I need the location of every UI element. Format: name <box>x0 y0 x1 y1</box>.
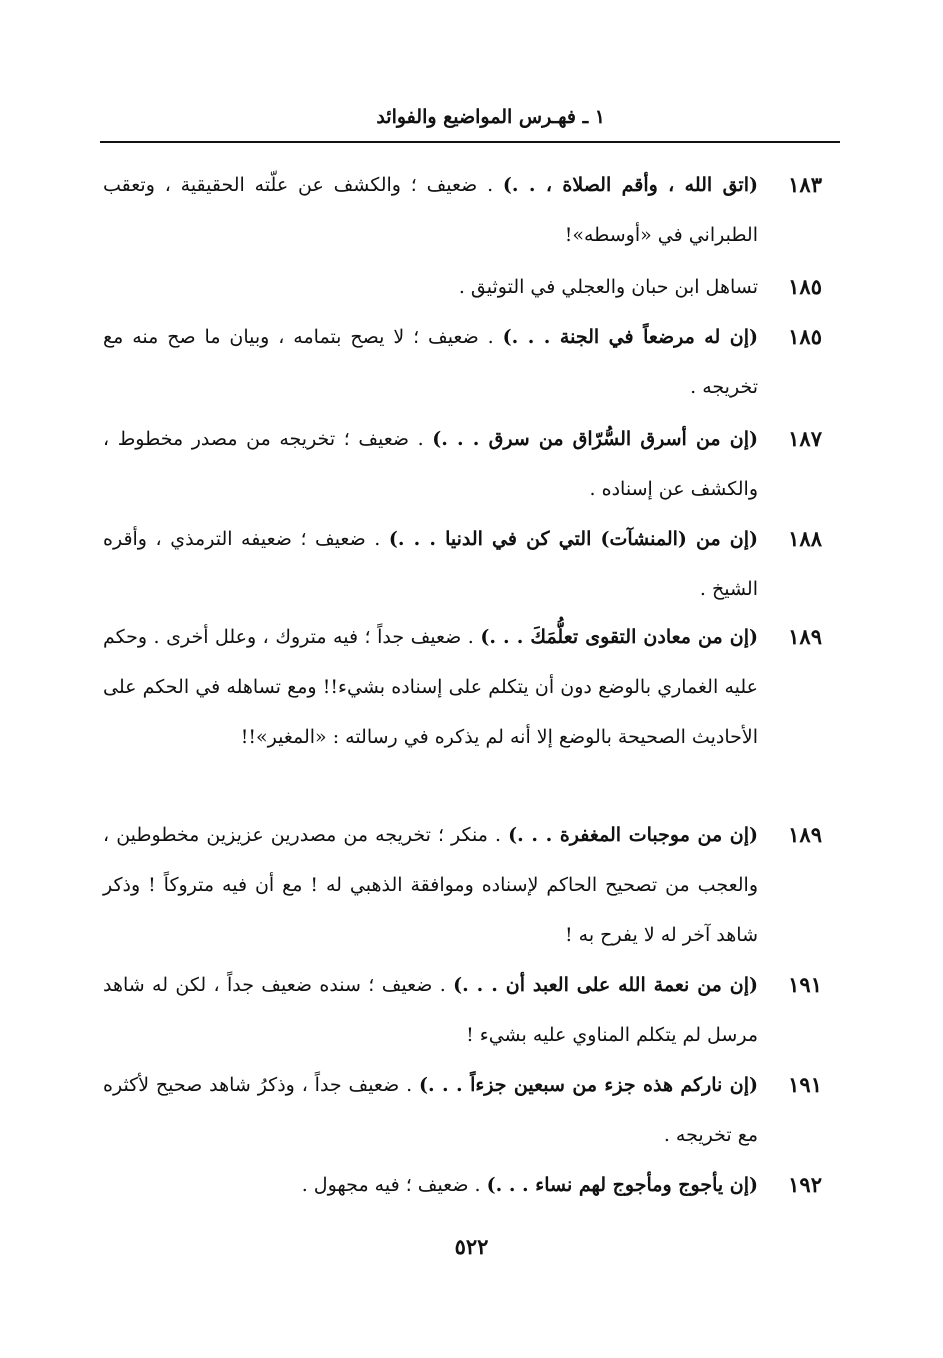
entry-page-number: ١٨٩ <box>788 624 822 649</box>
entry-text <box>103 312 758 412</box>
hadith-text: (إن يأجوج ومأجوج لهم نساء . . .) <box>486 1174 758 1196</box>
hadith-text: (اتق الله ، وأقم الصلاة ، . .) <box>502 174 758 196</box>
entry-comment: . ضعيف جداً ، وذكرُ شاهد صحيح لأكثره مع تخريجه . <box>103 1074 758 1146</box>
entry-comment: تساهل ابن حبان والعجلي في التوثيق . <box>458 276 758 298</box>
hadith-text: (إن من أسرق السُّرّاق من سرق . . .) <box>432 428 758 450</box>
entry-page-number: ١٨٩ <box>788 822 822 847</box>
entry-text <box>103 1160 758 1210</box>
entry-text <box>103 160 758 260</box>
hadith-text: (إن ناركم هذه جزء من سبعين جزءاً . . .) <box>418 1074 758 1096</box>
entry-comment: . ضعيف ؛ سنده ضعيف جداً ، لكن له شاهد مرسل لم يتكلم المناوي عليه بشيء ! <box>103 974 758 1046</box>
entry-text <box>103 262 758 312</box>
entry-text <box>103 514 758 614</box>
entry-comment: . ضعيف ؛ ضعيفه الترمذي ، وأقره الشيخ . <box>103 528 758 600</box>
entry-text <box>103 810 758 960</box>
entry-page-number: ١٨٨ <box>788 526 822 551</box>
entry-page-number: ١٨٧ <box>788 426 822 451</box>
entry-page-number: ١٩١ <box>788 972 822 997</box>
entry-text <box>103 612 758 762</box>
entry-comment: . ضعيف جداً ؛ فيه متروك ، وعلل أخرى . وحكم عليه الغماري بالوضع دون أن يتكلم على إسناده بشيء!! ومع تساهله في الحكم على الأحاديث الصحيحة بالوضع إلا أنه لم يذكره في رسالته : «المغير»!! <box>103 626 758 748</box>
hadith-text: (إن له مرضعاً في الجنة . . .) <box>502 326 758 348</box>
entry-page-number: ١٨٥ <box>788 274 822 299</box>
entry-text <box>103 414 758 514</box>
entry-page-number: ١٩٢ <box>788 1172 822 1197</box>
running-header-title: ١ ـ فهـرس المواضيع والفوائد <box>376 106 605 128</box>
entry-text <box>103 1060 758 1160</box>
entry-comment: . ضعيف ؛ فيه مجهول . <box>301 1174 487 1196</box>
hadith-text: (إن من معادن التقوى تعلُّمَكَ . . .) <box>480 626 758 648</box>
hadith-text: (إن من نعمة الله على العبد أن . . .) <box>453 974 758 996</box>
entry-text <box>103 960 758 1060</box>
entry-comment: . ضعيف ؛ لا يصح بتمامه ، وبيان ما صح منه مع تخريجه . <box>103 326 758 398</box>
page-number: ٥٢٢ <box>454 1234 489 1259</box>
entry-comment: . منكر ؛ تخريجه من مصدرين عزيزين مخطوطين ، والعجب من تصحيح الحاكم لإسناده وموافقة الذهبي له ! مع أن فيه متروكاً ! وذكر شاهد آخر له لا يفرح به ! <box>103 824 758 946</box>
entry-comment: . ضعيف ؛ والكشف عن علّته الحقيقية ، وتعقب الطبراني في «أوسطه»! <box>103 174 758 246</box>
entry-page-number: ١٨٣ <box>788 172 822 197</box>
entry-page-number: ١٩١ <box>788 1072 822 1097</box>
entry-comment: . ضعيف ؛ تخريجه من مصدر مخطوط ، والكشف عن إسناده . <box>103 428 758 500</box>
hadith-text: (إن من (المنشآت) التي كن في الدنيا . . .) <box>388 528 758 550</box>
entry-page-number: ١٨٥ <box>788 324 822 349</box>
hadith-text: (إن من موجبات المغفرة . . .) <box>508 824 758 846</box>
